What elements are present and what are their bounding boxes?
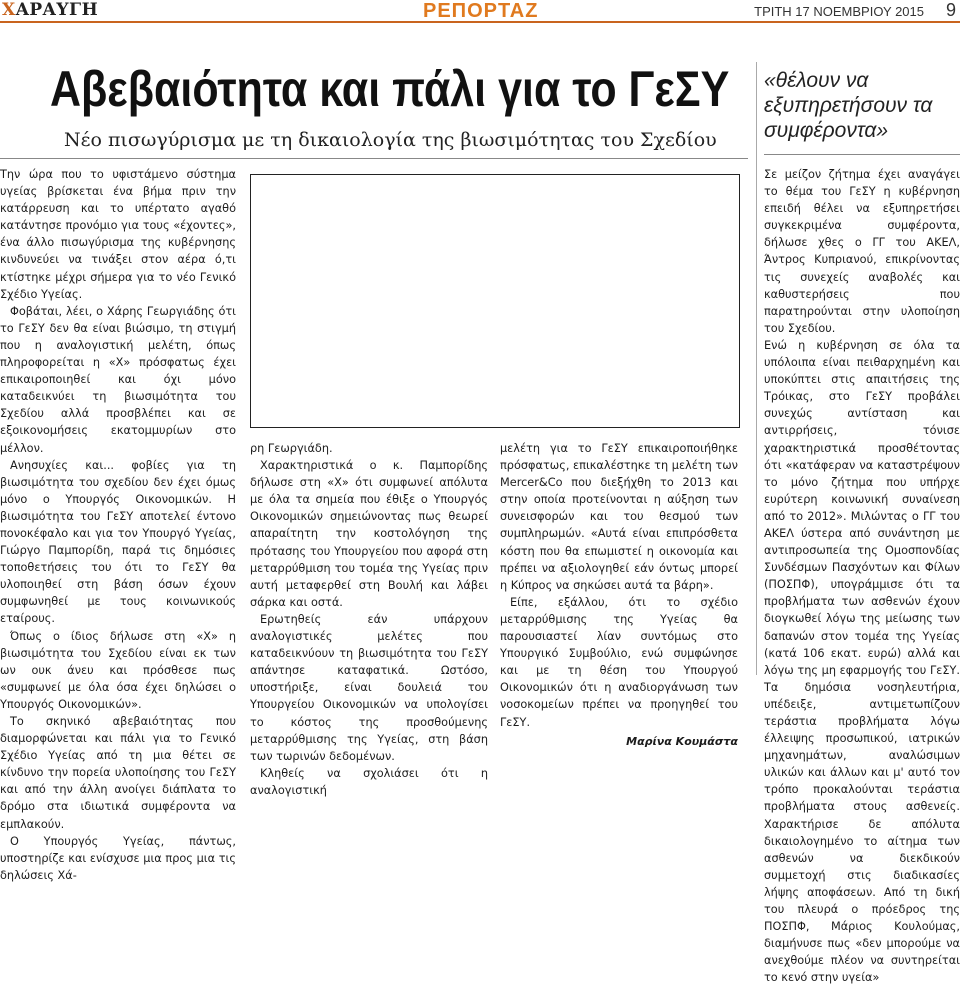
section-label: ΡΕΠΟΡΤΑΖ <box>423 0 539 22</box>
paragraph: Την ώρα που το υφιστάμενο σύστημα υγείας βρίσκεται ένα βήμα πριν την κατάρρευση και το υπέρτατο αγαθό κατάντησε προνόμιο για τους «έχοντες», ένα άλλο πισωγύρισμα της κυβέρνησης κινδυνεύει να τινάξει στον αέρα ό,τι κτίστηκε μέχρι σήμερα για το νέο Γενικό Σχέδιο Υγείας. <box>0 168 236 301</box>
masthead-text: ΑΡΑΥΓΗ <box>15 0 99 20</box>
sidebar-title: «θέλουν να εξυπηρετήσουν τα συμφέροντα» <box>764 69 933 142</box>
photo-frame <box>250 174 740 428</box>
paragraph: Ο Υπουργός Υγείας, πάντως, υποστηρίζε και ενίσχυσε μια προς μια τις δηλώσεις Χά- <box>0 834 236 882</box>
page-date: ΤΡΙΤΗ 17 ΝΟΕΜΒΡΙΟΥ 2015 <box>754 4 924 19</box>
masthead-prefix: Χ <box>2 0 16 20</box>
paragraph: ρη Γεωργιάδη. <box>250 442 333 455</box>
sidebar-column <box>764 166 960 987</box>
paragraph: Φοβάται, λέει, ο Χάρης Γεωργιάδης ότι το ΓεΣΥ δεν θα είναι βιώσιμο, τη στιγμή που η αναλογιστική μελέτη, όπως πληροφορείται η «Χ» πρόσφατως έχει επικαιροποιηθεί και όχι μόνο καταδεικνύει τη βιωσιμότητα του Σχεδίου αλλά προσβλέπει και σε εξοικονομήσεις εκατομμυρίων στο μέλλον. <box>0 304 236 455</box>
masthead-logo[interactable] <box>2 0 98 20</box>
article-column-3 <box>500 440 738 750</box>
paragraph: Χαρακτηριστικά ο κ. Παμπορίδης δήλωσε στη «Χ» ότι συμφωνεί απόλυτα με όλα τα σημεία που έθιξε ο Υπουργός Οικονομικών σημειώνοντας πως θεωρεί απαραίτητη την κοστολόγηση της πρότασης του Υπουργείου που αφορά στη μεταρρύθμιση του τομέα της Υγείας πριν αυτή μεταφερθεί στη Βουλή και λάβει σάρκα και οστά. <box>250 459 488 609</box>
sidebar-divider <box>756 62 757 675</box>
paragraph: Κληθείς να σχολιάσει ότι η αναλογιστική <box>250 766 488 797</box>
article-column-1 <box>0 166 236 884</box>
paragraph: Όπως ο ίδιος δήλωσε στη «Χ» η βιωσιμότητα του Σχεδίου είναι εκ των ων ουκ άνευ και πρόσθεσε πως «συμφωνεί με όλα όσα έχει δηλώσει ο Υπουργός Οικονομικών». <box>0 629 236 711</box>
paragraph: Ερωτηθείς εάν υπάρχουν αναλογιστικές μελέτες που καταδεικνύουν τη βιωσιμότητα του ΓεΣΥ απάντησε καταφατικά. Ωστόσο, υποστήριξε, είναι δουλειά του Υπουργείου Οικονομικών να υπολογίσει το κόστος της προσθούμενης μεταρρύθμισης της Υγείας, στη βάση των τωρινών δεδομένων. <box>250 612 488 763</box>
paragraph: Ανησυχίες και... φοβίες για τη βιωσιμότητα του σχεδίου δεν έχει όμως μόνο ο Υπουργός Οικονομικών. Η βιωσιμότητα του ΓεΣΥ αποτελεί έντονο πονοκέφαλο και για τον Υπουργό Υγείας, Γιώργο Παμπορίδη, παρά τις δημόσιες τοποθετήσεις του ότι το ΓεΣΥ θα υλοποιηθεί στη βάση όσων έχουν συμφωνηθεί με τους κοινωνικούς εταίρους. <box>0 458 236 626</box>
article-subheadline: Νέο πισωγύρισμα με τη δικαιολογία της βιωσιμότητας του Σχεδίου <box>64 129 717 151</box>
article-headline: Αβεβαιότητα και πάλι για το ΓεΣΥ <box>50 61 730 117</box>
headline-divider <box>0 158 748 159</box>
article-column-2 <box>250 440 488 799</box>
paragraph: μελέτη για το ΓεΣΥ επικαιροποιήθηκε πρόσφατως, επικαλέστηκε τη μελέτη των Mercer&Co που διεξήχθη το 2013 και στην οποία προτείνονται η αύξηση των συνεισφορών και του θεσμού των συμπληρωμών. «Αυτά είναι επιπρόσθετα κόστη που θα επωμιστεί η οικονομία και πρέπει να αξιολογηθεί εάν όντως μπορεί η Κύπρος να σηκώσει αυτά τα βάρη». <box>500 442 738 592</box>
article-author: Μαρίνα Κουμάστα <box>626 734 738 748</box>
paragraph: Ενώ η κυβέρνηση σε όλα τα υπόλοιπα είναι πειθαρχημένη και υποκύπτει στις απαιτήσεις της Τρόικας, στο ΓεΣΥ προβάλει συνεχώς αντίσταση και αντιρρήσεις, τόνισε χαρακτηριστικά προσθέτοντας ότι «κατάφεραν να καταστρέψουν το μόνο ζήτημα που υπήρχε ευρύτερη κοινωνική συναίνεση από το 2012». Μιλώντας ο ΓΓ του ΑΚΕΛ ύστερα από συνάντηση με αντιπροσωπεία της Ομοσπονδίας Συνδέσμων Πασχόντων και Φίλων (ΠΟΣΠΦ), υπογράμμισε ότι τα προβλήματα των ασθενών έχουν διογκωθεί λόγω της μείωσης των δαπανών στον τομέα της Υγείας (κατά 106 εκατ. ευρώ) αλλά και λόγω της μη εφαρμογής του ΓεΣΥ. Τα δημόσια νοσηλευτήρια, υπέδειξε, αντιμετωπίζουν τεράστια προβλήματα λόγω έλλειψης προσωπικού, ιατρικών μηχανημάτων, αναλώσιμων υλικών και άλλων και μ' αυτό τον τρόπο προκαλούνται τεράστια προβλήματα στους ασθενείς. Χαρακτήρισε δε απόλυτα δικαιολογημένο το αίτημα των ασθενών να διεκδικούν συμμετοχή στις διαδικασίες λήψης αποφάσεων. Από τη δική του πλευρά ο πρόεδρος της ΠΟΣΠΦ, Μάριος Κουλούμας, διαμήνυσε πως «δεν μπορούμε να ανεχθούμε πλέον να συντηρείται το κενό στην υγεία» <box>764 338 960 985</box>
paragraph: Είπε, εξάλλου, ότι το σχέδιο μεταρρύθμισης της Υγείας θα παρουσιαστεί λίαν συντόμως στο Υπουργικό Συμβούλιο, ενώ συμφώνησε και με τη θέση του Υπουργού Οικονομικών ότι η αναδιοργάνωση των νοσοκομείων πρέπει να προηγηθεί του ΓεΣΥ. <box>500 595 738 729</box>
paragraph: Το σκηνικό αβεβαιότητας που διαμορφώνεται και πάλι για το Γενικό Σχέδιο Υγείας από τη μια θέτει σε κίνδυνο την πορεία υλοποίησης του ΓεΣΥ και από την άλλη ανοίγει διάπλατα το δρόμο στα ιδιωτικά συμφέροντα να εμπλακούν. <box>0 715 236 831</box>
paragraph: Σε μείζον ζήτημα έχει αναγάγει το θέμα του ΓεΣΥ η κυβέρνηση επειδή θέλει να εξυπηρετήσει συγκεκριμένα συμφέροντα, δήλωσε χθες ο ΓΓ του ΑΚΕΛ, Άντρος Κυπριανού, επικρίνοντας τις συνεχείς αναβολές και καθυστερήσεις που παρατηρούνται στην υλοποίηση του Σχεδίου. <box>764 168 960 335</box>
page-number: 9 <box>945 0 956 20</box>
sidebar-title-rule <box>764 154 960 155</box>
